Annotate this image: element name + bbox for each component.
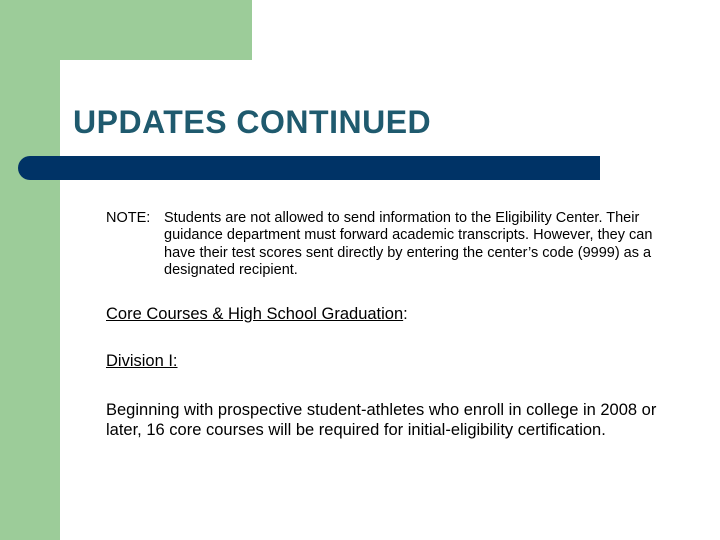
note-text: Students are not allowed to send information to the Eligibility Center. Their guidance department must forward academic transcripts. However, they can have their test scores sent directly by entering the center’s code (9999) as a designated recipient. xyxy=(164,210,653,279)
note-block xyxy=(106,210,666,280)
division-heading xyxy=(106,352,178,371)
note-label: NOTE: xyxy=(106,210,151,226)
green-top-band xyxy=(0,0,252,60)
title-underline-bar xyxy=(18,156,600,180)
division-heading-text: Division I: xyxy=(106,352,178,370)
core-courses-heading-text: Core Courses & High School Graduation xyxy=(106,305,404,323)
core-courses-heading xyxy=(106,305,408,324)
green-side-band xyxy=(0,0,60,540)
slide-title: UPDATES CONTINUED xyxy=(73,104,432,140)
eligibility-paragraph: Beginning with prospective student-athletes who enroll in college in 2008 or later, 16 core courses will be required for initial-eligibility certification. xyxy=(106,401,657,439)
core-courses-heading-colon: : xyxy=(403,305,408,323)
rounded-corner xyxy=(60,60,100,100)
